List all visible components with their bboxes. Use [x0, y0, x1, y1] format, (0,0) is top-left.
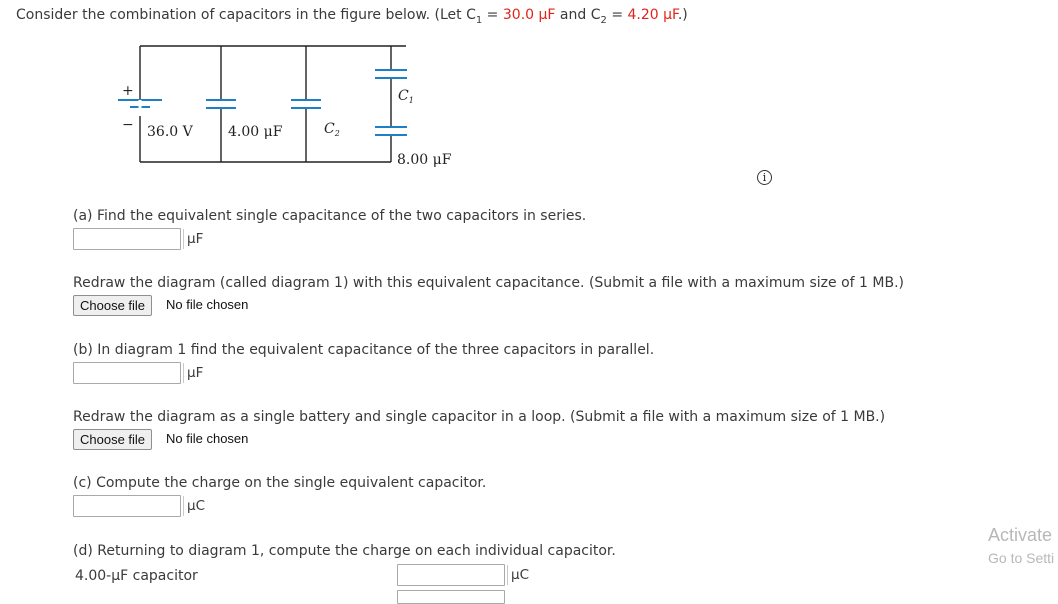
- redraw-1-file-status: No file chosen: [166, 297, 249, 312]
- capacitor-4uF: [206, 100, 236, 108]
- part-a-question: (a) Find the equivalent single capacitance of the two capacitors in series.: [73, 208, 587, 224]
- part-d-row-label: 4.00-μF capacitor: [75, 568, 198, 584]
- circuit-diagram: [100, 36, 452, 176]
- c2-value: 4.20 μF: [627, 7, 678, 23]
- battery-voltage-label: 36.0 V: [147, 124, 193, 140]
- battery-symbol: [118, 100, 162, 116]
- capacitor-c1: [375, 70, 407, 78]
- c1-value: 30.0 μF: [502, 7, 556, 23]
- part-b-answer-input[interactable]: [73, 362, 181, 384]
- part-b-unit-divider: [183, 363, 184, 383]
- problem-intro: Consider the combination of capacitors in the figure below. (Let $C_1 = 30.0$ μF and $C_2 = 4.20$ μF.): [16, 7, 688, 26]
- part-d-question: (d) Returning to diagram 1, compute the charge on each individual capacitor.: [73, 543, 616, 559]
- redraw-1-instruction: Redraw the diagram (called diagram 1) with this equivalent capacitance. (Submit a file with a maximum size of 1 MB.): [73, 275, 904, 291]
- redraw-2-choose-file-button[interactable]: Choose file: [73, 429, 152, 450]
- redraw-2-instruction: Redraw the diagram as a single battery and single capacitor in a loop. (Submit a file with a maximum size of 1 MB.): [73, 409, 886, 425]
- activation-watermark-title: Activate: [988, 525, 1053, 545]
- part-c-question: (c) Compute the charge on the single equivalent capacitor.: [73, 475, 487, 491]
- activation-watermark-subtitle: Go to Setti: [988, 550, 1055, 566]
- part-b-unit: μF: [187, 365, 204, 381]
- part-a-unit: μF: [187, 231, 204, 247]
- capacitor-c2: [291, 100, 321, 108]
- part-c-unit: μC: [187, 498, 206, 514]
- capacitor-c2-label: $C_2$: [324, 121, 340, 138]
- battery-minus-sign: −: [122, 117, 134, 133]
- capacitor-8uF: [375, 127, 407, 135]
- circuit-wires: [140, 46, 406, 162]
- capacitor-8uF-label: 8.00 μF: [397, 152, 452, 168]
- redraw-2-file-status: No file chosen: [166, 431, 249, 446]
- part-a-answer-input[interactable]: [73, 228, 181, 250]
- capacitor-4uF-label: 4.00 μF: [228, 124, 283, 140]
- redraw-1-choose-file-button[interactable]: Choose file: [73, 295, 152, 316]
- part-a-unit-divider: [183, 229, 184, 249]
- part-c-unit-divider: [183, 496, 184, 516]
- c2-symbol: $C_2$: [590, 7, 607, 26]
- c1-symbol: $C_1$: [466, 7, 483, 26]
- info-icon[interactable]: i: [757, 170, 772, 185]
- battery-plus-sign: +: [122, 83, 134, 99]
- part-b-question: (b) In diagram 1 find the equivalent capacitance of the three capacitors in parallel.: [73, 342, 655, 358]
- part-c-answer-input[interactable]: [73, 495, 181, 517]
- part-d-unit: μC: [511, 567, 530, 583]
- part-d-next-answer-input[interactable]: [397, 590, 505, 604]
- capacitor-c1-label: $C_1$: [398, 88, 414, 105]
- part-d-unit-divider: [507, 565, 508, 585]
- part-d-answer-input[interactable]: [397, 564, 505, 586]
